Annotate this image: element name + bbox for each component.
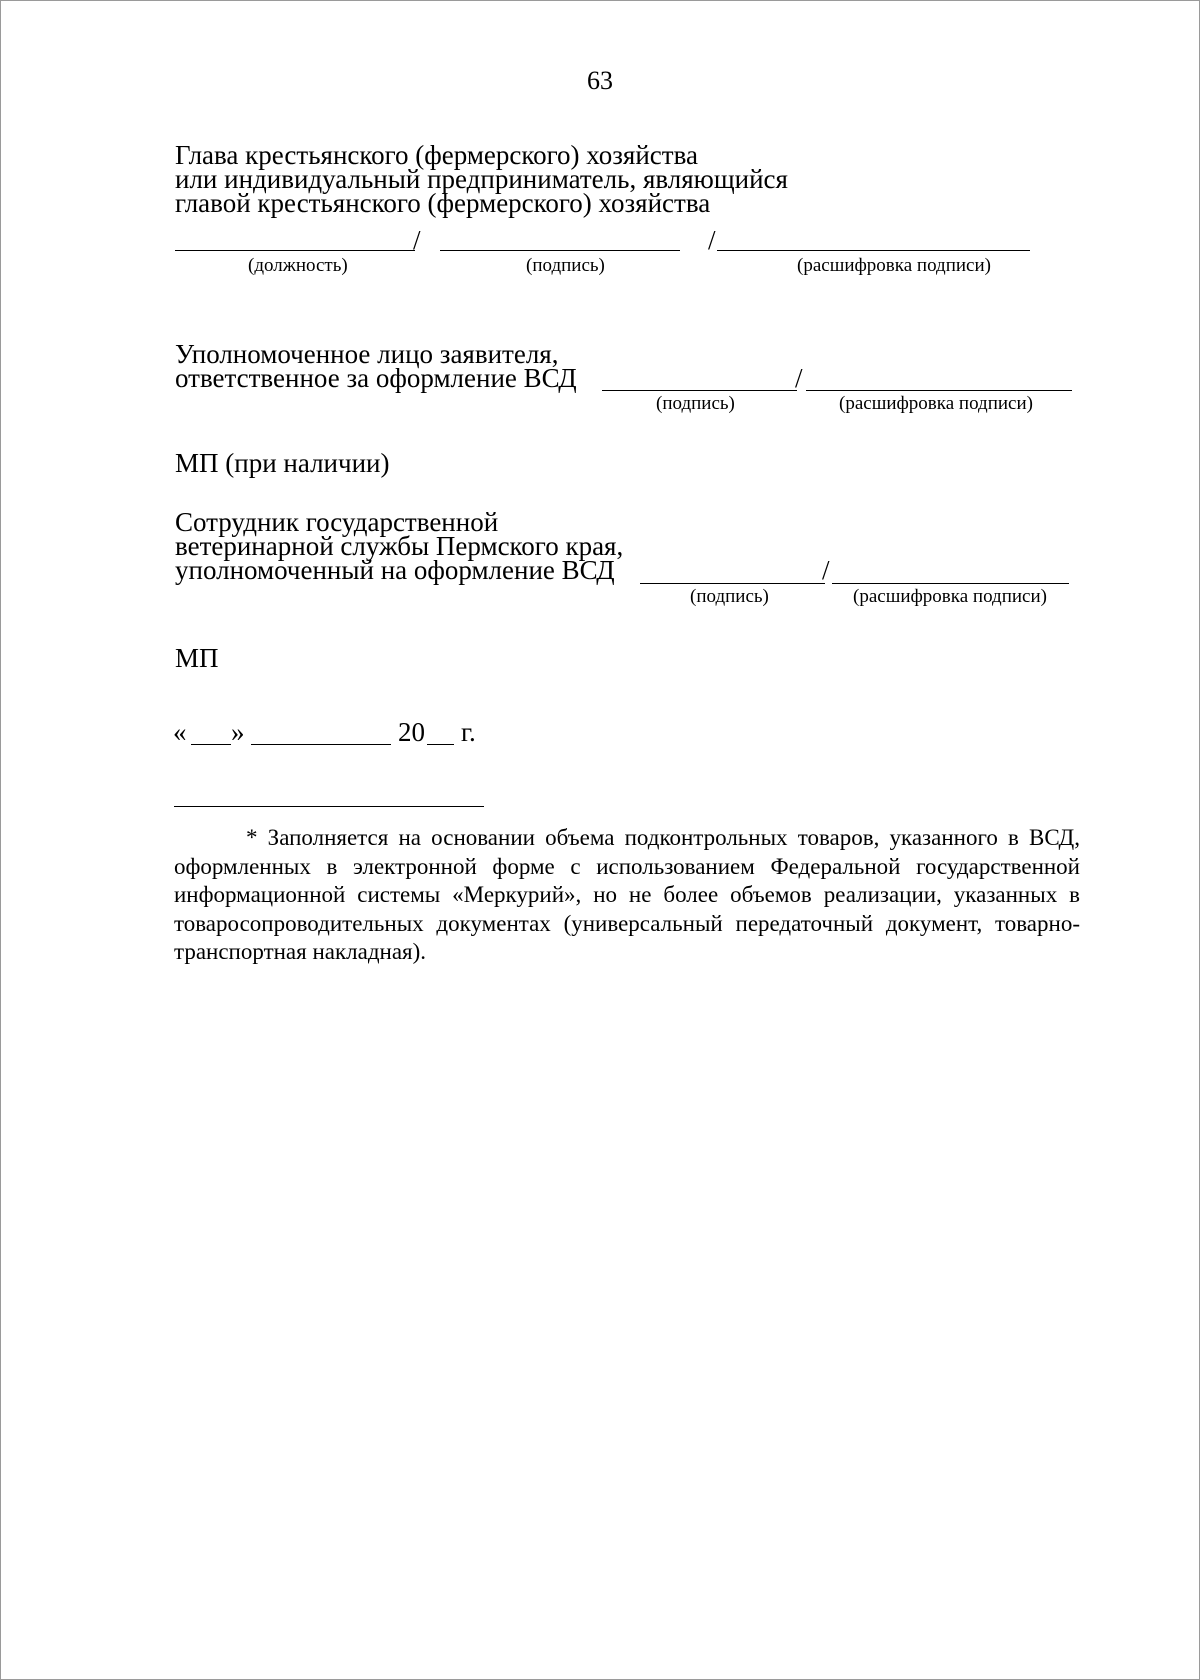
footnote-rule xyxy=(174,806,484,807)
signature-caption: (подпись) xyxy=(656,393,735,414)
section2-heading-line-2: ответственное за оформление ВСД xyxy=(175,363,577,393)
section3-heading-line-1: Сотрудник государственной xyxy=(175,507,499,537)
signature-decoding-caption: (расшифровка подписи) xyxy=(853,586,1047,607)
signature-decoding-caption: (расшифровка подписи) xyxy=(839,393,1033,414)
position-line[interactable] xyxy=(175,250,415,251)
separator-slash: / xyxy=(822,555,830,585)
stamp-label: МП xyxy=(175,643,219,673)
signature-decoding-caption: (расшифровка подписи) xyxy=(797,255,991,276)
section1-heading-line-2: или индивидуальный предприниматель, являющийся xyxy=(175,164,788,194)
signature-line[interactable] xyxy=(602,390,797,391)
page-number: 63 xyxy=(587,66,613,95)
day-field[interactable] xyxy=(191,744,231,745)
date-open-quote: « xyxy=(173,717,187,747)
separator-slash: / xyxy=(413,225,421,255)
position-caption: (должность) xyxy=(248,255,348,276)
signature-line[interactable] xyxy=(640,583,825,584)
year-prefix: 20 xyxy=(398,717,425,747)
date-close-quote: » xyxy=(231,717,245,747)
separator-slash: / xyxy=(795,363,803,393)
footnote-text: * Заполняется на основании объема подконтрольных товаров, указанного в ВСД, оформленных в электронной форме с использованием Федеральной государственной информационной системы «Меркурий», но не более объемов реализации, указанных в товаросопроводительных документах (универсальный передаточный документ, товарно-транспортная накладная). xyxy=(174,825,1080,964)
section2-heading-line-1: Уполномоченное лицо заявителя, xyxy=(175,339,559,369)
signature-caption: (подпись) xyxy=(526,255,605,276)
section3-heading-line-2: ветеринарной службы Пермского края, xyxy=(175,531,624,561)
separator-slash: / xyxy=(708,225,716,255)
year-field[interactable] xyxy=(427,744,454,745)
signature-line[interactable] xyxy=(440,250,680,251)
section1-heading-line-3: главой крестьянского (фермерского) хозяйства xyxy=(175,188,711,218)
signature-caption: (подпись) xyxy=(690,586,769,607)
signature-decoding-line[interactable] xyxy=(717,250,1030,251)
month-field[interactable] xyxy=(251,744,391,745)
section3-heading-line-3: уполномоченный на оформление ВСД xyxy=(175,555,615,585)
year-suffix: г. xyxy=(461,717,476,747)
stamp-label: МП (при наличии) xyxy=(175,448,390,478)
signature-decoding-line[interactable] xyxy=(832,583,1069,584)
section1-heading-line-1: Глава крестьянского (фермерского) хозяйства xyxy=(175,140,698,170)
signature-decoding-line[interactable] xyxy=(806,390,1072,391)
